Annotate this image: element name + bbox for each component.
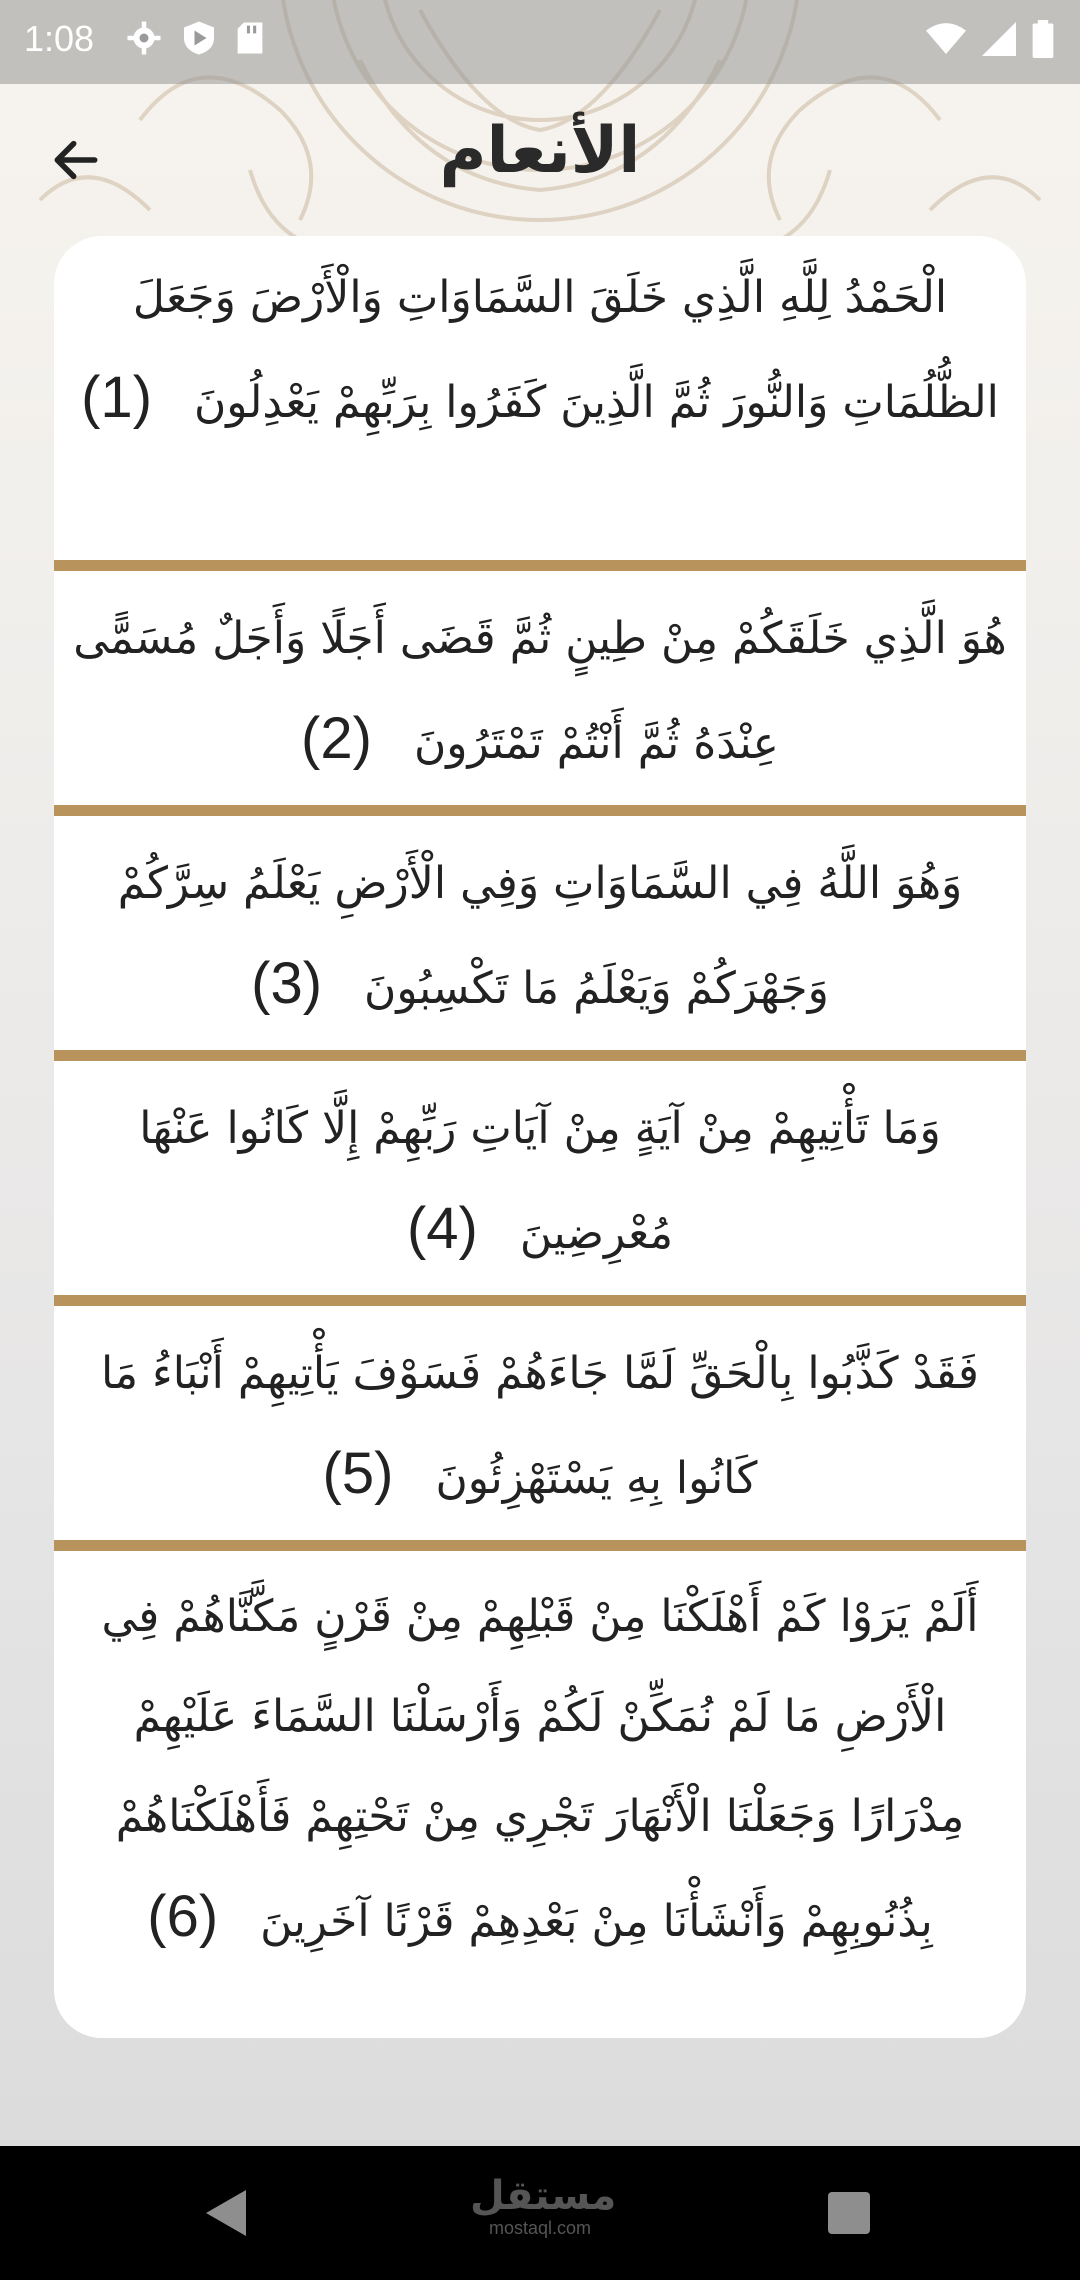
signal-icon bbox=[982, 22, 1016, 56]
ayah-text: فَقَدْ كَذَّبُوا بِالْحَقِّ لَمَّا جَاءَهُمْ فَسَوْفَ يَأْتِيهِمْ أَنْبَاءُ مَا كَانُوا بِهِ يَسْتَهْزِئُونَ bbox=[101, 1348, 979, 1504]
ayah-number: (1) bbox=[81, 365, 153, 430]
nav-recents-icon[interactable] bbox=[828, 2192, 870, 2234]
gear-icon bbox=[126, 20, 162, 56]
ayah-number: (4) bbox=[406, 1196, 478, 1261]
ayah-divider bbox=[54, 1295, 1026, 1306]
surah-title: الأنعام bbox=[439, 114, 641, 188]
ayah-item bbox=[54, 1551, 1026, 2031]
ayah-number: (2) bbox=[301, 706, 372, 771]
ayah-divider bbox=[54, 1540, 1026, 1551]
nav-home-watermark[interactable] bbox=[470, 2173, 617, 2239]
ayah-number: (5) bbox=[322, 1441, 394, 1506]
ayah-item bbox=[54, 236, 1026, 560]
wifi-icon bbox=[926, 22, 966, 56]
nav-back-icon[interactable] bbox=[204, 2188, 248, 2238]
status-bar bbox=[0, 0, 1080, 84]
ayah-item bbox=[54, 571, 1026, 805]
watermark-url: mostaql.com bbox=[488, 2218, 592, 2238]
ayah-divider bbox=[54, 805, 1026, 816]
ayah-text: وَمَا تَأْتِيهِمْ مِنْ آيَةٍ مِنْ آيَاتِ رَبِّهِمْ إِلَّا كَانُوا عَنْهَا مُعْرِضِينَ bbox=[139, 1103, 941, 1259]
ayah-item bbox=[54, 816, 1026, 1050]
ayah-divider bbox=[54, 560, 1026, 571]
status-time: 1:08 bbox=[24, 18, 95, 59]
navigation-bar bbox=[0, 2146, 1080, 2280]
app-header bbox=[0, 84, 1080, 234]
ayah-text: وَهُوَ اللَّهُ فِي السَّمَاوَاتِ وَفِي الْأَرْضِ يَعْلَمُ سِرَّكُمْ وَجَهْرَكُمْ وَيَعْلَمُ مَا تَكْسِبُونَ bbox=[117, 858, 963, 1014]
sd-card-icon bbox=[236, 21, 264, 55]
ayah-number: (3) bbox=[251, 951, 323, 1016]
ayah-item bbox=[54, 1061, 1026, 1295]
battery-icon bbox=[1032, 20, 1054, 58]
ayah-text: الْحَمْدُ لِلَّهِ الَّذِي خَلَقَ السَّمَاوَاتِ وَالْأَرْضَ وَجَعَلَ الظُّلُمَاتِ وَالنُّورَ ثُمَّ الَّذِينَ كَفَرُوا بِرَبِّهِمْ يَعْدِلُونَ bbox=[132, 272, 999, 428]
watermark-logo: مستقل bbox=[470, 2173, 617, 2219]
shield-play-icon bbox=[182, 20, 216, 56]
ayah-text: هُوَ الَّذِي خَلَقَكُمْ مِنْ طِينٍ ثُمَّ قَضَى أَجَلًا وَأَجَلٌ مُسَمًّى عِنْدَهُ ثُمَّ أَنْتُمْ تَمْتَرُونَ bbox=[73, 613, 1007, 769]
ayah-number: (6) bbox=[147, 1884, 219, 1949]
ayah-item bbox=[54, 1306, 1026, 1540]
ayat-list[interactable] bbox=[54, 236, 1026, 2038]
ayah-text: أَلَمْ يَرَوْا كَمْ أَهْلَكْنَا مِنْ قَبْلِهِمْ مِنْ قَرْنٍ مَكَّنَّاهُمْ فِي الْأَرْضِ مَا لَمْ نُمَكِّنْ لَكُمْ وَأَرْسَلْنَا السَّمَاءَ عَلَيْهِمْ مِدْرَارًا وَجَعَلْنَا الْأَنْهَارَ تَجْرِي مِنْ تَحْتِهِمْ فَأَهْلَكْنَاهُمْ بِذُنُوبِهِمْ وَأَنْشَأْنَا مِنْ بَعْدِهِمْ قَرْنًا آخَرِينَ bbox=[101, 1591, 979, 1947]
ayah-divider bbox=[54, 1050, 1026, 1061]
